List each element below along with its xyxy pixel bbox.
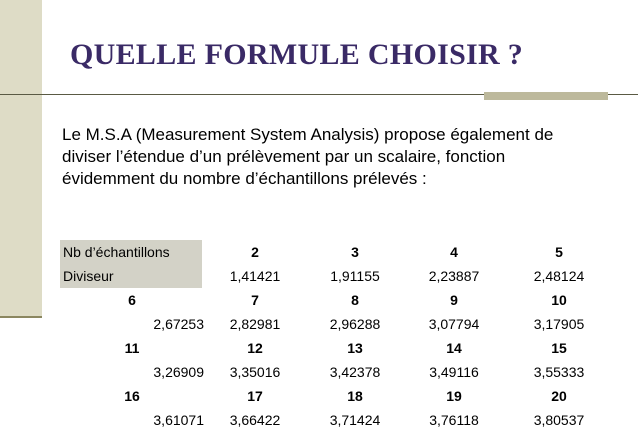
sample-count: 5: [555, 244, 563, 260]
table-row-count: [60, 336, 614, 360]
sample-count: 16: [124, 388, 140, 404]
divisor-value: 2,48124: [533, 268, 585, 284]
divisor-value: 3,80537: [533, 412, 585, 428]
sample-count-label: Nb d’échantillons: [60, 240, 202, 264]
divisor-value: 3,35016: [229, 364, 281, 380]
divisor-value: 3,42378: [329, 364, 381, 380]
sample-count: 15: [551, 340, 567, 356]
divisor-value: 3,61071: [153, 412, 204, 428]
sample-count: 18: [347, 388, 363, 404]
sample-count: 12: [247, 340, 263, 356]
divisor-value: 2,82981: [229, 316, 281, 332]
sample-count: 2: [251, 244, 259, 260]
divisor-value: 3,26909: [153, 364, 204, 380]
divisor-value: 3,76118: [429, 412, 479, 428]
divisor-value: 2,67253: [153, 316, 204, 332]
sample-count: 8: [351, 292, 359, 308]
sample-count: 7: [251, 292, 259, 308]
side-decoration-bar: [0, 0, 42, 316]
sample-count: 11: [124, 340, 140, 356]
divisor-value: 3,55333: [533, 364, 585, 380]
divisor-value: 2,96288: [329, 316, 381, 332]
side-decoration-line: [0, 316, 42, 318]
divisor-value: 3,71424: [329, 412, 381, 428]
divisor-label: Diviseur: [60, 264, 202, 288]
divisor-value: 3,49116: [429, 364, 479, 380]
divisor-value: 1,91155: [330, 268, 380, 284]
sample-count: 3: [351, 244, 359, 260]
sample-count: 19: [446, 388, 462, 404]
table-row-value: [60, 408, 614, 432]
title-accent-bar: [484, 92, 608, 100]
divisor-value: 3,17905: [533, 316, 585, 332]
divisor-value: 1,41421: [229, 268, 281, 284]
sample-count: 4: [450, 244, 458, 260]
sample-count: 6: [128, 292, 136, 308]
table-row-divisor: [60, 264, 614, 288]
table-row-value: [60, 360, 614, 384]
table-row-header: [60, 240, 614, 264]
sample-count: 9: [450, 292, 458, 308]
table-row-count: [60, 288, 614, 312]
slide-title: QUELLE FORMULE CHOISIR ?: [70, 38, 524, 71]
divisor-value: 3,07794: [428, 316, 480, 332]
table-row-count: [60, 384, 614, 408]
divisor-value: 3,66422: [229, 412, 281, 428]
sample-count: 20: [551, 388, 567, 404]
divisor-value: 2,23887: [428, 268, 480, 284]
sample-count: 13: [347, 340, 363, 356]
sample-count: 10: [551, 292, 567, 308]
table-row-value: [60, 312, 614, 336]
intro-paragraph: Le M.S.A (Measurement System Analysis) propose également de diviser l’étendue d’un prélèvement par un scalaire, fonction évidemment du nombre d’échantillons prélevés :: [62, 125, 554, 188]
divisor-table: [60, 240, 614, 432]
sample-count: 14: [446, 340, 462, 356]
sample-count: 17: [247, 388, 263, 404]
